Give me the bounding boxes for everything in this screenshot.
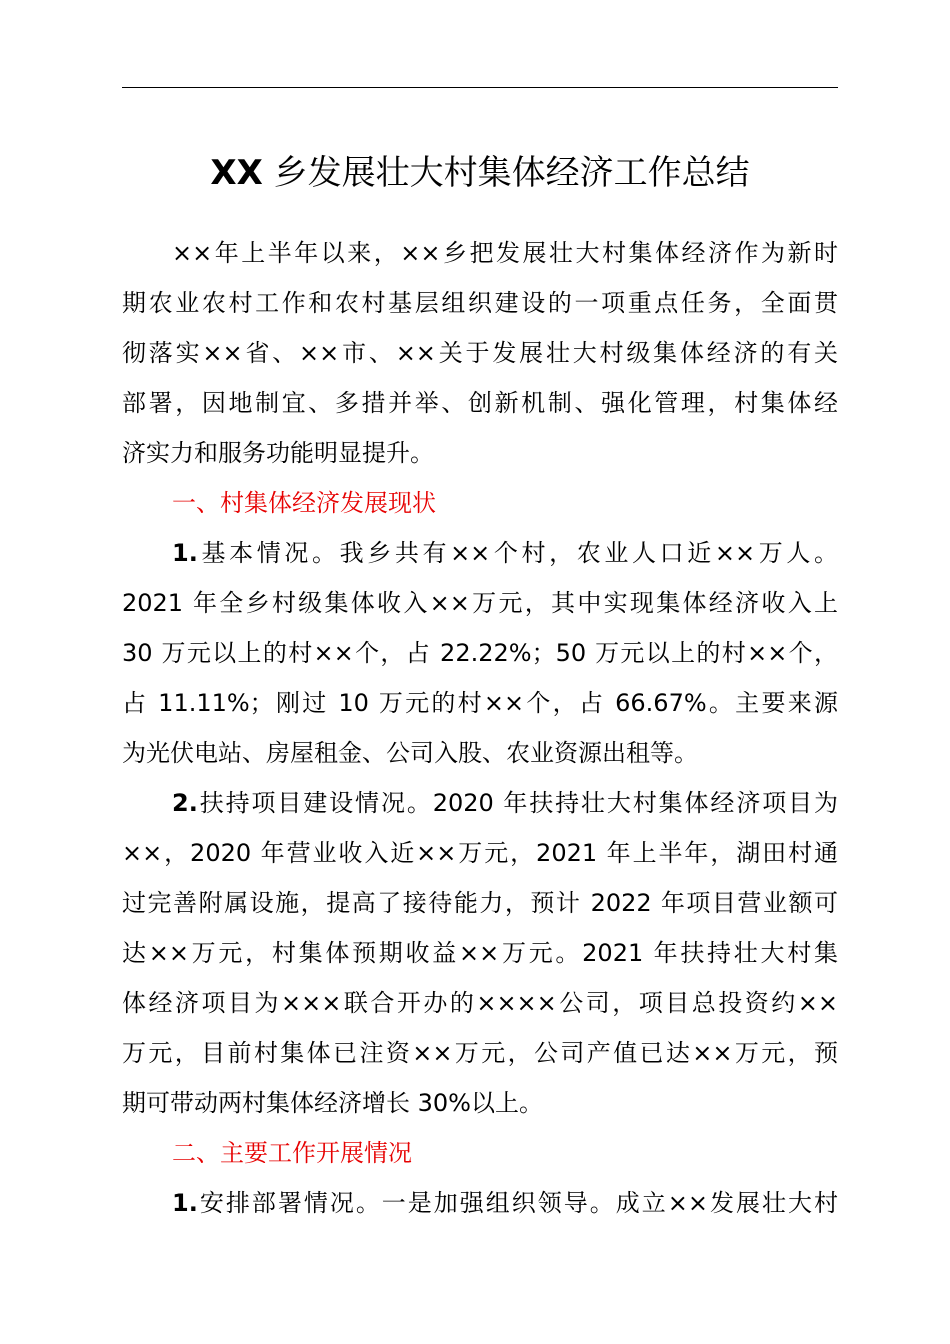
item-text: 扶持项目建设情况。2020 年扶持壮大村集体经济项目为 [197, 789, 838, 817]
item-text: 基本情况。我乡共有××个村，农业人口近××万人。 [197, 539, 838, 567]
item-text: 安排部署情况。一是加强组织领导。成立××发展壮大村 [197, 1189, 838, 1217]
section-heading: 一、村集体经济发展现状 [172, 489, 436, 517]
paragraph-line: 万元，目前村集体已注资××万元，公司产值已达××万元，预 [122, 1039, 838, 1067]
paragraph-line: 部署，因地制宜、多措并举、创新机制、强化管理，村集体经 [122, 389, 838, 417]
paragraph-line [122, 528, 838, 578]
paragraph-line: 为光伏电站、房屋租金、公司入股、农业资源出租等。 [122, 739, 698, 767]
paragraph-line: 期农业农村工作和农村基层组织建设的一项重点任务，全面贯 [122, 289, 838, 317]
document-body [122, 228, 838, 1228]
paragraph-line: 30 万元以上的村××个，占 22.22%；50 万元以上的村××个， [122, 639, 838, 667]
paragraph-line: 体经济项目为×××联合开办的××××公司，项目总投资约×× [122, 989, 838, 1017]
paragraph-line: 达××万元，村集体预期收益××万元。2021 年扶持壮大村集 [122, 939, 838, 967]
paragraph-line [122, 778, 838, 828]
paragraph-line [122, 1178, 838, 1228]
section-heading: 二、主要工作开展情况 [172, 1139, 412, 1167]
page-title [122, 150, 838, 196]
paragraph-line: ××，2020 年营业收入近××万元，2021 年上半年，湖田村通 [122, 839, 838, 867]
paragraph-line: 彻落实××省、××市、××关于发展壮大村级集体经济的有关 [122, 339, 838, 367]
title-prefix: XX [210, 153, 263, 193]
item-number: 1. [172, 1189, 198, 1217]
paragraph-line: ××年上半年以来，××乡把发展壮大村集体经济作为新时 [172, 239, 838, 267]
paragraph-line: 占 11.11%；刚过 10 万元的村××个，占 66.67%。主要来源 [122, 689, 838, 717]
paragraph-line: 过完善附属设施，提高了接待能力，预计 2022 年项目营业额可 [122, 889, 838, 917]
paragraph-line: 2021 年全乡村级集体收入××万元，其中实现集体经济收入上 [122, 589, 838, 617]
item-number: 2. [172, 789, 198, 817]
title-text: 乡发展壮大村集体经济工作总结 [273, 153, 750, 193]
header-rule [122, 87, 838, 88]
item-number: 1. [172, 539, 198, 567]
paragraph-line: 期可带动两村集体经济增长 30%以上。 [122, 1089, 543, 1117]
paragraph-line: 济实力和服务功能明显提升。 [122, 439, 434, 467]
